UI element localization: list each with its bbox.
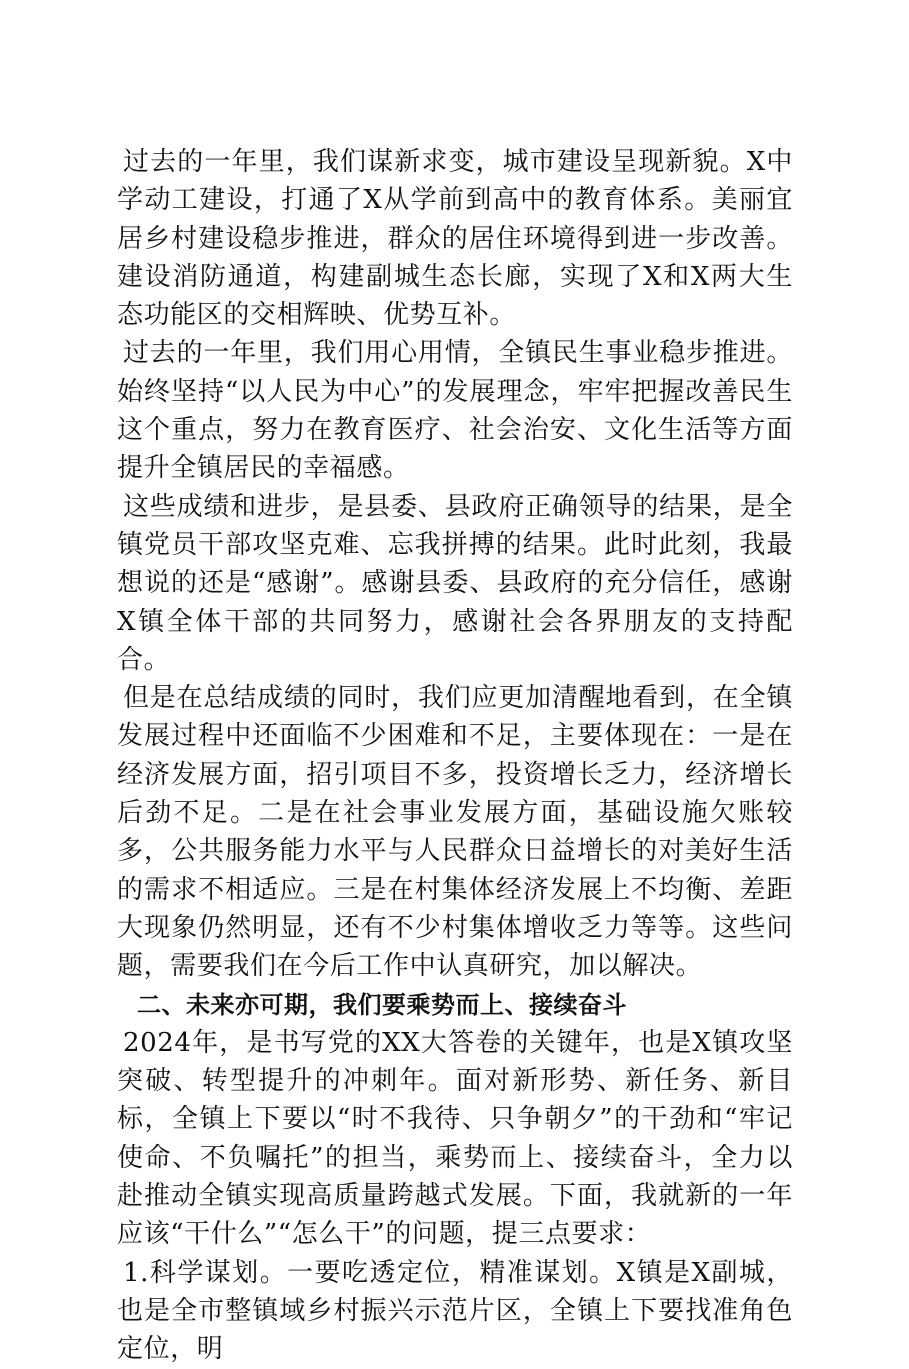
document-body [117,143,793,1369]
paragraph: 过去的一年里，我们用心用情，全镇民生事业稳步推进。始终坚持“以人民为中心”的发展理念，牢牢把握改善民生这个重点，努力在教育医疗、社会治安、文化生活等方面提升全镇居民的幸福感。 [117,338,793,484]
paragraph: 2024年，是书写党的XX大答卷的关键年，也是X镇攻坚突破、转型提升的冲刺年。面对新形势、新任务、新目标，全镇上下要以“时不我待、只争朝夕”的干劲和“牢记使命、不负嘱托”的担当，乘势而上、接续奋斗，全力以赴推动全镇实现高质量跨越式发展。下面，我就新的一年应该“干什么”“怎么干”的问题，提三点要求： [117,1027,793,1250]
paragraph: 1.科学谋划。一要吃透定位，精准谋划。X镇是X副城，也是全市整镇域乡村振兴示范片区，全镇上下要找准角色定位，明 [117,1257,793,1365]
paragraph: 过去的一年里，我们谋新求变，城市建设呈现新貌。X中学动工建设，打通了X从学前到高中的教育体系。美丽宜居乡村建设稳步推进，群众的居住环境得到进一步改善。建设消防通道，构建副城生态长廊，实现了X和X两大生态功能区的交相辉映、优势互补。 [117,147,793,331]
paragraph: 但是在总结成绩的同时，我们应更加清醒地看到，在全镇发展过程中还面临不少困难和不足，主要体现在：一是在经济发展方面，招引项目不多，投资增长乏力，经济增长后劲不足。二是在社会事业发展方面，基础设施欠账较多，公共服务能力水平与人民群众日益增长的对美好生活的需求不相适应。三是在村集体经济发展上不均衡、差距大现象仍然明显，还有不少村集体增收乏力等等。这些问题，需要我们在今后工作中认真研究，加以解决。 [117,683,793,982]
paragraph: 这些成绩和进步，是县委、县政府正确领导的结果，是全镇党员干部攻坚克难、忘我拼搏的结果。此时此刻，我最想说的还是“感谢”。感谢县委、县政府的充分信任，感谢X镇全体干部的共同努力，感谢社会各界朋友的支持配合。 [117,491,793,675]
section-heading: 二、未来亦可期，我们要乘势而上、接续奋斗 [137,990,627,1019]
